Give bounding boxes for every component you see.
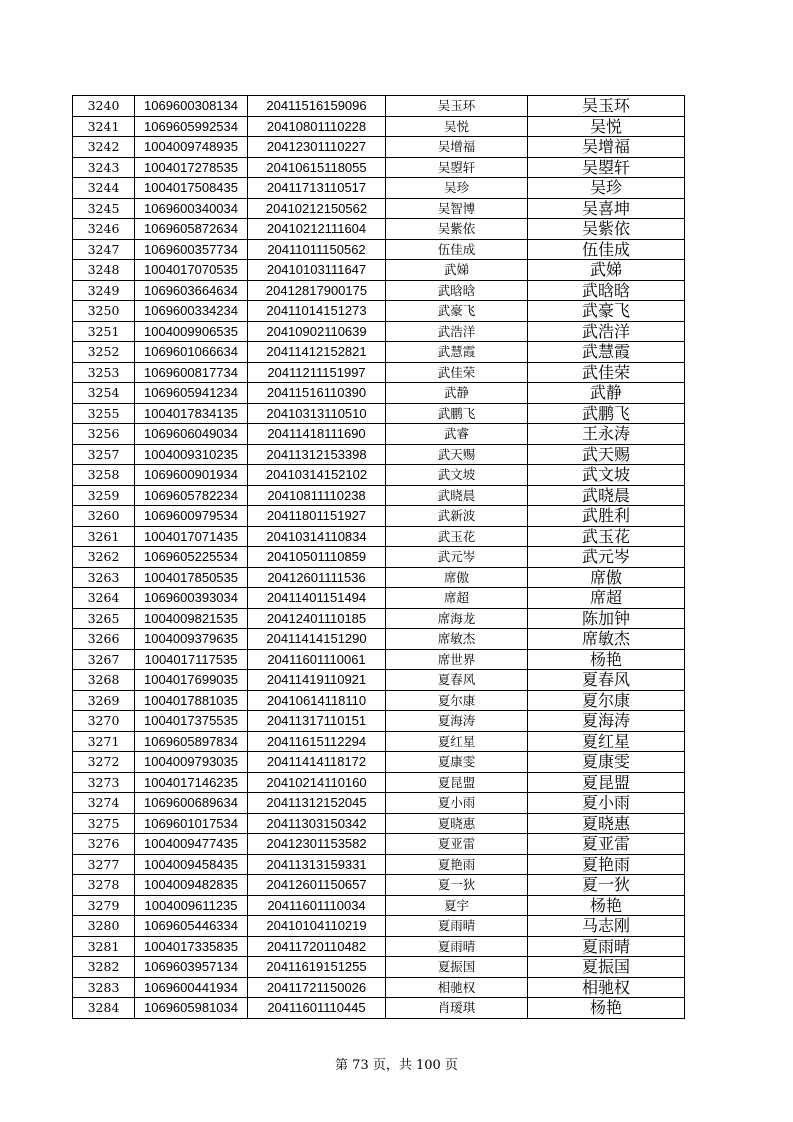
seq-number-cell: 3258 [73, 465, 135, 486]
exam-id-cell: 1069605941234 [135, 383, 248, 404]
exam-id-cell: 1069600393034 [135, 588, 248, 609]
exam-id-cell: 1004017071435 [135, 526, 248, 547]
candidate-id-cell: 20411303150342 [248, 813, 386, 834]
exam-id-cell: 1069601017534 [135, 813, 248, 834]
table-row [73, 936, 685, 957]
name-verified-cell: 吴紫依 [528, 219, 685, 240]
candidate-id-cell: 20410811110238 [248, 485, 386, 506]
candidate-id-cell: 20411601110061 [248, 649, 386, 670]
exam-id-cell: 1004017881035 [135, 690, 248, 711]
name-verified-cell: 席傲 [528, 567, 685, 588]
name-verified-cell: 武鹏飞 [528, 403, 685, 424]
table-row [73, 157, 685, 178]
table-row [73, 321, 685, 342]
name-cell: 席傲 [386, 567, 528, 588]
name-verified-cell: 武胜利 [528, 506, 685, 527]
table-row [73, 403, 685, 424]
table-row [73, 116, 685, 137]
exam-id-cell: 1069600441934 [135, 977, 248, 998]
exam-id-cell: 1069600979534 [135, 506, 248, 527]
exam-id-cell: 1004009793035 [135, 752, 248, 773]
candidate-id-cell: 20410314152102 [248, 465, 386, 486]
exam-id-cell: 1004009477435 [135, 834, 248, 855]
name-cell: 夏春风 [386, 670, 528, 691]
seq-number-cell: 3247 [73, 239, 135, 260]
table-row [73, 567, 685, 588]
candidate-id-cell: 20411619151255 [248, 957, 386, 978]
candidate-id-cell: 20410801110228 [248, 116, 386, 137]
exam-id-cell: 1069600340034 [135, 198, 248, 219]
candidate-id-cell: 20412601150657 [248, 875, 386, 896]
name-verified-cell: 夏艳雨 [528, 854, 685, 875]
name-verified-cell: 夏昆盟 [528, 772, 685, 793]
candidate-id-cell: 20411801151927 [248, 506, 386, 527]
seq-number-cell: 3268 [73, 670, 135, 691]
name-verified-cell: 伍佳成 [528, 239, 685, 260]
name-verified-cell: 夏亚雷 [528, 834, 685, 855]
seq-number-cell: 3276 [73, 834, 135, 855]
candidate-id-cell: 20411412152821 [248, 342, 386, 363]
exam-id-cell: 1004009906535 [135, 321, 248, 342]
candidate-id-cell: 20411414151290 [248, 629, 386, 650]
candidate-id-cell: 20410313110510 [248, 403, 386, 424]
table-row [73, 178, 685, 199]
name-verified-cell: 夏春风 [528, 670, 685, 691]
candidate-id-cell: 20411011150562 [248, 239, 386, 260]
seq-number-cell: 3265 [73, 608, 135, 629]
table-row [73, 711, 685, 732]
exam-id-cell: 1069606049034 [135, 424, 248, 445]
name-verified-cell: 武浩洋 [528, 321, 685, 342]
name-cell: 武晓晨 [386, 485, 528, 506]
candidate-id-cell: 20411713110517 [248, 178, 386, 199]
name-verified-cell: 夏一狄 [528, 875, 685, 896]
seq-number-cell: 3261 [73, 526, 135, 547]
name-cell: 夏一狄 [386, 875, 528, 896]
name-verified-cell: 席敏杰 [528, 629, 685, 650]
exam-id-cell: 1004009482835 [135, 875, 248, 896]
seq-number-cell: 3273 [73, 772, 135, 793]
seq-number-cell: 3241 [73, 116, 135, 137]
name-verified-cell: 吴悦 [528, 116, 685, 137]
exam-id-cell: 1069603664634 [135, 280, 248, 301]
seq-number-cell: 3252 [73, 342, 135, 363]
table-row [73, 957, 685, 978]
table-row [73, 547, 685, 568]
candidate-id-cell: 20411401151494 [248, 588, 386, 609]
name-cell: 武慧霞 [386, 342, 528, 363]
name-cell: 席海龙 [386, 608, 528, 629]
table-row [73, 342, 685, 363]
seq-number-cell: 3260 [73, 506, 135, 527]
name-verified-cell: 夏海涛 [528, 711, 685, 732]
name-verified-cell: 陈加钟 [528, 608, 685, 629]
seq-number-cell: 3270 [73, 711, 135, 732]
table-row [73, 424, 685, 445]
name-cell: 武浩洋 [386, 321, 528, 342]
exam-id-cell: 1004017335835 [135, 936, 248, 957]
table-row [73, 137, 685, 158]
table-row [73, 998, 685, 1019]
seq-number-cell: 3281 [73, 936, 135, 957]
candidate-id-cell: 20411414118172 [248, 752, 386, 773]
exam-id-cell: 1069605872634 [135, 219, 248, 240]
name-verified-cell: 夏尔康 [528, 690, 685, 711]
candidate-id-cell: 20411313159331 [248, 854, 386, 875]
candidate-id-cell: 20412301153582 [248, 834, 386, 855]
candidate-id-cell: 20412401110185 [248, 608, 386, 629]
exam-id-cell: 1069600689634 [135, 793, 248, 814]
candidate-id-cell: 20411312153398 [248, 444, 386, 465]
table-row [73, 670, 685, 691]
name-verified-cell: 武元岑 [528, 547, 685, 568]
name-verified-cell: 武静 [528, 383, 685, 404]
exam-id-cell: 1004017508435 [135, 178, 248, 199]
candidate-id-cell: 20410314110834 [248, 526, 386, 547]
seq-number-cell: 3251 [73, 321, 135, 342]
exam-id-cell: 1004017146235 [135, 772, 248, 793]
name-cell: 夏尔康 [386, 690, 528, 711]
name-cell: 席世界 [386, 649, 528, 670]
candidate-id-cell: 20411418111690 [248, 424, 386, 445]
seq-number-cell: 3240 [73, 96, 135, 117]
table-row [73, 260, 685, 281]
name-verified-cell: 夏雨晴 [528, 936, 685, 957]
candidate-id-cell: 20411615112294 [248, 731, 386, 752]
name-verified-cell: 杨艳 [528, 649, 685, 670]
exam-id-cell: 1069600901934 [135, 465, 248, 486]
candidate-id-cell: 20412301110227 [248, 137, 386, 158]
name-cell: 武静 [386, 383, 528, 404]
exam-id-cell: 1069600817734 [135, 362, 248, 383]
name-verified-cell: 夏晓惠 [528, 813, 685, 834]
candidate-id-cell: 20411516110390 [248, 383, 386, 404]
exam-id-cell: 1069600308134 [135, 96, 248, 117]
seq-number-cell: 3254 [73, 383, 135, 404]
table-row [73, 219, 685, 240]
name-verified-cell: 武晓晨 [528, 485, 685, 506]
candidate-id-cell: 20410902110639 [248, 321, 386, 342]
name-cell: 武文坡 [386, 465, 528, 486]
table-row [73, 895, 685, 916]
seq-number-cell: 3274 [73, 793, 135, 814]
name-cell: 夏亚雷 [386, 834, 528, 855]
table-row [73, 752, 685, 773]
name-verified-cell: 武文坡 [528, 465, 685, 486]
table-row [73, 362, 685, 383]
name-cell: 武豪飞 [386, 301, 528, 322]
name-verified-cell: 吴珍 [528, 178, 685, 199]
exam-id-cell: 1069600334234 [135, 301, 248, 322]
table-row [73, 506, 685, 527]
table-row [73, 690, 685, 711]
seq-number-cell: 3259 [73, 485, 135, 506]
name-cell: 夏小雨 [386, 793, 528, 814]
seq-number-cell: 3264 [73, 588, 135, 609]
name-verified-cell: 马志刚 [528, 916, 685, 937]
name-cell: 武娣 [386, 260, 528, 281]
name-cell: 夏晓惠 [386, 813, 528, 834]
name-cell: 武佳荣 [386, 362, 528, 383]
exam-id-cell: 1069605897834 [135, 731, 248, 752]
candidate-id-cell: 20411720110482 [248, 936, 386, 957]
exam-id-cell: 1069605225534 [135, 547, 248, 568]
exam-id-cell: 1069605992534 [135, 116, 248, 137]
seq-number-cell: 3244 [73, 178, 135, 199]
seq-number-cell: 3283 [73, 977, 135, 998]
name-verified-cell: 王永涛 [528, 424, 685, 445]
candidate-id-cell: 20410103111647 [248, 260, 386, 281]
name-cell: 夏宇 [386, 895, 528, 916]
seq-number-cell: 3275 [73, 813, 135, 834]
table-row [73, 485, 685, 506]
seq-number-cell: 3255 [73, 403, 135, 424]
candidate-id-cell: 20410214110160 [248, 772, 386, 793]
record-table-body [73, 96, 685, 1019]
exam-id-cell: 1004017375535 [135, 711, 248, 732]
exam-id-cell: 1004009748935 [135, 137, 248, 158]
exam-id-cell: 1069601066634 [135, 342, 248, 363]
candidate-id-cell: 20411211151997 [248, 362, 386, 383]
table-row [73, 793, 685, 814]
table-row [73, 608, 685, 629]
candidate-id-cell: 20411516159096 [248, 96, 386, 117]
exam-id-cell: 1069605981034 [135, 998, 248, 1019]
name-cell: 夏雨晴 [386, 936, 528, 957]
seq-number-cell: 3262 [73, 547, 135, 568]
seq-number-cell: 3245 [73, 198, 135, 219]
table-row [73, 875, 685, 896]
name-cell: 夏红星 [386, 731, 528, 752]
table-row [73, 977, 685, 998]
table-row [73, 588, 685, 609]
name-verified-cell: 席超 [528, 588, 685, 609]
exam-id-cell: 1069605782234 [135, 485, 248, 506]
table-row [73, 629, 685, 650]
candidate-id-cell: 20411601110034 [248, 895, 386, 916]
name-verified-cell: 武玉花 [528, 526, 685, 547]
name-verified-cell: 夏康雯 [528, 752, 685, 773]
candidate-id-cell: 20411312152045 [248, 793, 386, 814]
exam-id-cell: 1004009310235 [135, 444, 248, 465]
exam-id-cell: 1004017278535 [135, 157, 248, 178]
name-cell: 吴智博 [386, 198, 528, 219]
name-verified-cell: 武娣 [528, 260, 685, 281]
name-cell: 武玉花 [386, 526, 528, 547]
exam-id-cell: 1004017850535 [135, 567, 248, 588]
table-row [73, 198, 685, 219]
seq-number-cell: 3278 [73, 875, 135, 896]
seq-number-cell: 3248 [73, 260, 135, 281]
candidate-id-cell: 20412817900175 [248, 280, 386, 301]
name-cell: 武晗晗 [386, 280, 528, 301]
table-row [73, 813, 685, 834]
exam-id-cell: 1004017070535 [135, 260, 248, 281]
candidate-id-cell: 20410212111604 [248, 219, 386, 240]
name-verified-cell: 杨艳 [528, 998, 685, 1019]
candidate-id-cell: 20410212150562 [248, 198, 386, 219]
table-row [73, 526, 685, 547]
exam-id-cell: 1004009821535 [135, 608, 248, 629]
candidate-id-cell: 20410104110219 [248, 916, 386, 937]
name-cell: 肖瑷琪 [386, 998, 528, 1019]
seq-number-cell: 3267 [73, 649, 135, 670]
table-row [73, 465, 685, 486]
table-row [73, 280, 685, 301]
exam-id-cell: 1004017834135 [135, 403, 248, 424]
seq-number-cell: 3269 [73, 690, 135, 711]
name-cell: 吴悦 [386, 116, 528, 137]
name-verified-cell: 相驰权 [528, 977, 685, 998]
candidate-id-cell: 20411419110921 [248, 670, 386, 691]
table-row [73, 854, 685, 875]
name-cell: 武睿 [386, 424, 528, 445]
name-verified-cell: 杨艳 [528, 895, 685, 916]
name-cell: 相驰权 [386, 977, 528, 998]
name-cell: 伍佳成 [386, 239, 528, 260]
name-verified-cell: 吴玉环 [528, 96, 685, 117]
name-verified-cell: 夏振国 [528, 957, 685, 978]
name-cell: 席超 [386, 588, 528, 609]
candidate-id-cell: 20412601111536 [248, 567, 386, 588]
seq-number-cell: 3279 [73, 895, 135, 916]
candidate-id-cell: 20411014151273 [248, 301, 386, 322]
seq-number-cell: 3246 [73, 219, 135, 240]
table-row [73, 649, 685, 670]
exam-id-cell: 1004017117535 [135, 649, 248, 670]
name-cell: 夏振国 [386, 957, 528, 978]
seq-number-cell: 3257 [73, 444, 135, 465]
candidate-id-cell: 20410501110859 [248, 547, 386, 568]
seq-number-cell: 3263 [73, 567, 135, 588]
name-cell: 夏雨晴 [386, 916, 528, 937]
candidate-id-cell: 20410615118055 [248, 157, 386, 178]
table-row [73, 834, 685, 855]
name-verified-cell: 武豪飞 [528, 301, 685, 322]
seq-number-cell: 3271 [73, 731, 135, 752]
candidate-id-cell: 20410614118110 [248, 690, 386, 711]
name-verified-cell: 夏小雨 [528, 793, 685, 814]
name-verified-cell: 吴曌轩 [528, 157, 685, 178]
seq-number-cell: 3242 [73, 137, 135, 158]
candidate-id-cell: 20411317110151 [248, 711, 386, 732]
exam-id-cell: 1004009611235 [135, 895, 248, 916]
seq-number-cell: 3280 [73, 916, 135, 937]
name-verified-cell: 武晗晗 [528, 280, 685, 301]
name-cell: 夏康雯 [386, 752, 528, 773]
name-cell: 吴玉环 [386, 96, 528, 117]
name-verified-cell: 吴喜坤 [528, 198, 685, 219]
name-cell: 吴紫依 [386, 219, 528, 240]
table-row [73, 772, 685, 793]
name-cell: 吴曌轩 [386, 157, 528, 178]
exam-id-cell: 1004009458435 [135, 854, 248, 875]
table-row [73, 239, 685, 260]
seq-number-cell: 3272 [73, 752, 135, 773]
name-cell: 武鹏飞 [386, 403, 528, 424]
table-row [73, 444, 685, 465]
seq-number-cell: 3282 [73, 957, 135, 978]
table-row [73, 383, 685, 404]
name-cell: 夏海涛 [386, 711, 528, 732]
name-verified-cell: 夏红星 [528, 731, 685, 752]
seq-number-cell: 3250 [73, 301, 135, 322]
table-row [73, 731, 685, 752]
seq-number-cell: 3277 [73, 854, 135, 875]
name-verified-cell: 武天赐 [528, 444, 685, 465]
table-row [73, 916, 685, 937]
seq-number-cell: 3256 [73, 424, 135, 445]
name-cell: 夏艳雨 [386, 854, 528, 875]
name-cell: 吴增福 [386, 137, 528, 158]
seq-number-cell: 3253 [73, 362, 135, 383]
candidate-id-cell: 20411601110445 [248, 998, 386, 1019]
name-verified-cell: 武佳荣 [528, 362, 685, 383]
seq-number-cell: 3284 [73, 998, 135, 1019]
seq-number-cell: 3266 [73, 629, 135, 650]
name-cell: 武天赐 [386, 444, 528, 465]
exam-id-cell: 1069605446334 [135, 916, 248, 937]
name-cell: 席敏杰 [386, 629, 528, 650]
exam-id-cell: 1004017699035 [135, 670, 248, 691]
page-footer: 第 73 页，共 100 页 [335, 1058, 458, 1073]
exam-id-cell: 1004009379635 [135, 629, 248, 650]
name-cell: 吴珍 [386, 178, 528, 199]
table-row [73, 96, 685, 117]
name-cell: 武元岑 [386, 547, 528, 568]
name-cell: 夏昆盟 [386, 772, 528, 793]
name-verified-cell: 吴增福 [528, 137, 685, 158]
exam-id-cell: 1069600357734 [135, 239, 248, 260]
name-cell: 武新波 [386, 506, 528, 527]
table-row [73, 301, 685, 322]
name-verified-cell: 武慧霞 [528, 342, 685, 363]
seq-number-cell: 3243 [73, 157, 135, 178]
seq-number-cell: 3249 [73, 280, 135, 301]
candidate-id-cell: 20411721150026 [248, 977, 386, 998]
exam-id-cell: 1069603957134 [135, 957, 248, 978]
record-table [72, 95, 685, 1019]
